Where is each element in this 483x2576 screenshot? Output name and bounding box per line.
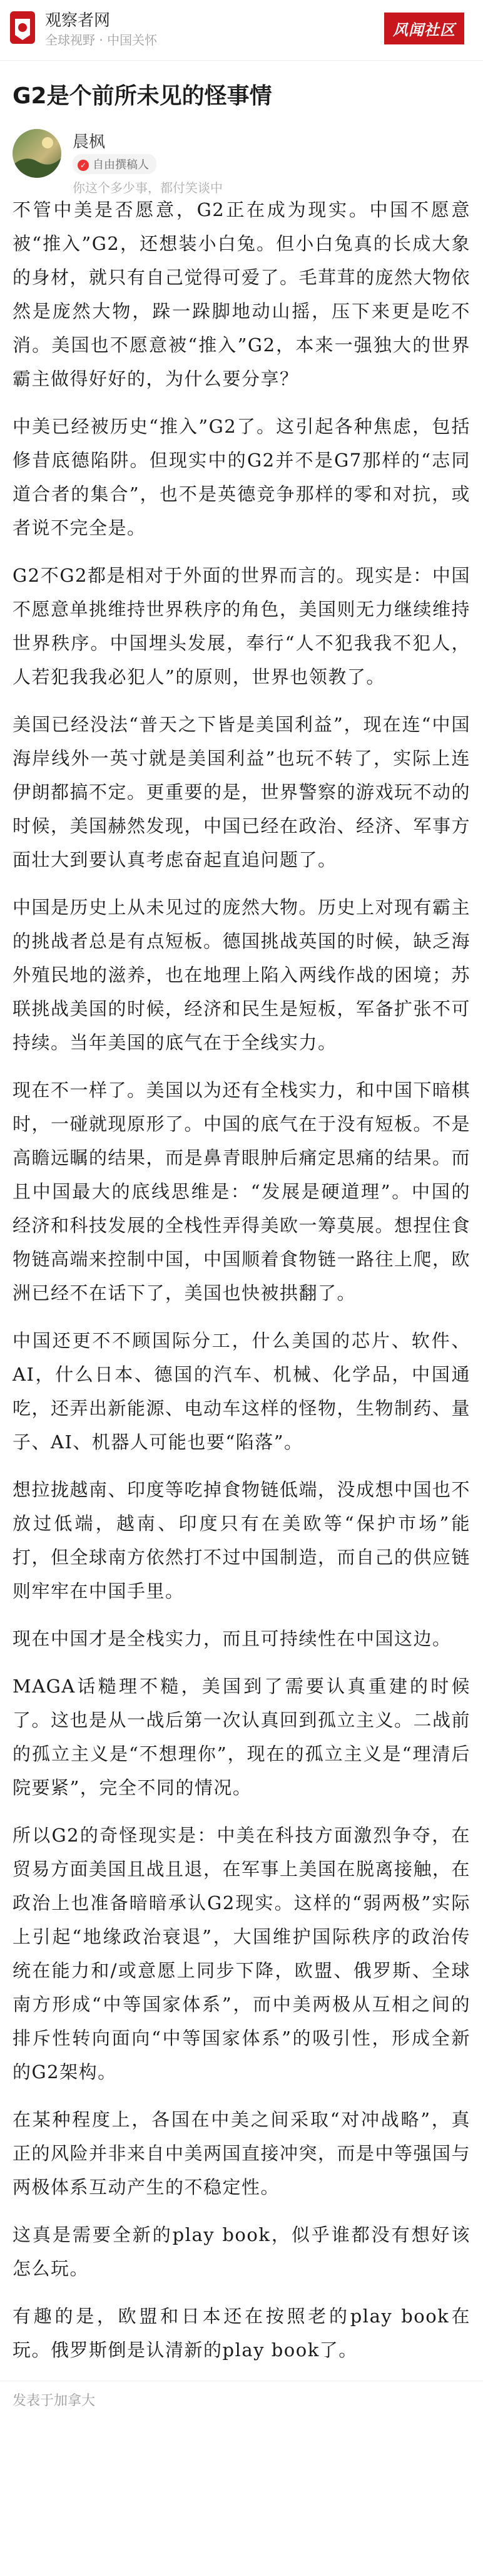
article-paragraph: 中国还更不不顾国际分工，什么美国的芯片、软件、AI，什么日本、德国的汽车、机械、化学品，中国通吃，还弄出新能源、电动车这样的怪物，生物制药、量子、AI、机器人可能也要“陷落”。 xyxy=(13,1329,471,1453)
article-paragraph: 这真是需要全新的play book，似乎谁都没有想好该怎么玩。 xyxy=(13,2223,470,2279)
brand-logo[interactable]: 风闻社区 xyxy=(384,13,464,44)
article-paragraph: 现在中国才是全栈实力，而且可持续性在中国这边。 xyxy=(13,1627,452,1649)
verified-icon: ✓ xyxy=(78,160,89,171)
author-avatar[interactable] xyxy=(13,129,61,178)
article-paragraph: 想拉拢越南、印度等吃掉食物链低端，没成想中国也不放过低端，越南、印度只有在美欧等“保护市场”能打，但全球南方依然打不过中国制造，而自己的供应链则牢牢在中国手里。 xyxy=(13,1478,471,1602)
avatar-landscape-icon xyxy=(13,129,61,178)
article-paragraph: MAGA话糙理不糙，美国到了需要认真重建的时候了。这也是从一战后第一次认真回到孤立主义。二战前的孤立主义是“不想理你”，现在的孤立主义是“理清后院要紧”，完全不同的情况。 xyxy=(13,1675,471,1798)
article-footer xyxy=(0,2381,483,2435)
article-paragraph: 现在不一样了。美国以为还有全栈实力，和中国下暗棋时，一碰就现原形了。中国的底气在于没有短板。不是高瞻远瞩的结果，而是鼻青眼肿后痛定思痛的结果。而且中国最大的底线思维是：“发展是硬道理”。中国的经济和科技发展的全栈性弄得美欧一筹莫展。想捏住食物链高端来控制中国，中国顺着食物链一路往上爬，欧洲已经不在话下了，美国也快被拱翻了。 xyxy=(13,1079,471,1304)
article-paragraph: 所以G2的奇怪现实是：中美在科技方面激烈争夺，在贸易方面美国且战且退，在军事上美国在脱离接触，在政治上也准备暗暗承认G2现实。这样的“弱两极”实际上引起“地缘政治衰退”，大国维护国际秩序的政治传统在能力和/或意愿上同步下降，欧盟、俄罗斯、全球南方形成“中等国家体系”，而中美两极从互相之间的排斥性转向面向“中等国家体系”的吸引性，形成全新的G2架构。 xyxy=(13,1824,471,2083)
author-bio: 你这个多少事，都付笑谈中 xyxy=(73,180,223,195)
article-body xyxy=(0,193,483,2367)
author-name[interactable]: 晨枫 xyxy=(73,132,106,152)
author-badge xyxy=(73,154,156,174)
article-paragraph: 美国已经没法“普天之下皆是美国利益”，现在连“中国海岸线外一英寸就是美国利益”也玩不转了，实际上连伊朗都搞不定。更重要的是，世界警察的游戏玩不动的时候，美国赫然发现，中国已经在政治、经济、军事方面壮大到要认真考虑奋起直追问题了。 xyxy=(13,713,471,870)
source-description: 全球视野 · 中国关怀 xyxy=(45,33,158,48)
author-badge-label: 自由撰稿人 xyxy=(93,158,149,172)
article-paragraph: 在某种程度上，各国在中美之间采取“对冲战略”，真正的风险并非来自中美两国直接冲突，而是中等强国与两极体系互动产生的不稳定性。 xyxy=(13,2108,471,2198)
guancha-logo-icon xyxy=(9,10,36,45)
source-name[interactable]: 观察者网 xyxy=(45,11,111,30)
article-paragraph: 不管中美是否愿意，G2正在成为现实。中国不愿意被“推入”G2，还想装小白兔。但小白兔真的长成大象的身材，就只有自己觉得可爱了。毛茸茸的庞然大物依然是庞然大物，跺一跺脚地动山摇，压下来更是吃不消。美国也不愿意被“推入”G2，本来一强独大的世界霸主做得好好的，为什么要分享？ xyxy=(13,198,471,389)
article-paragraph: 有趣的是，欧盟和日本还在按照老的play book在玩。俄罗斯倒是认清新的play book了。 xyxy=(13,2305,470,2361)
article-title: G2是个前所未见的怪事情 xyxy=(13,83,272,109)
source-header xyxy=(0,0,483,61)
article-paragraph: 中美已经被历史“推入”G2了。这引起各种焦虑，包括修昔底德陷阱。但现实中的G2并不是G7那样的“志同道合者的集合”，也不是英德竞争那样的零和对抗，或者说不完全是。 xyxy=(13,415,470,538)
article-paragraph: 中国是历史上从未见过的庞然大物。历史上对现有霸主的挑战者总是有点短板。德国挑战英国的时候，缺乏海外殖民地的滋养，也在地理上陷入两线作战的困境；苏联挑战美国的时候，经济和民生是短板，军备扩张不可持续。当年美国的底气在于全线实力。 xyxy=(13,896,471,1053)
article-paragraph: G2不G2都是相对于外面的世界而言的。现实是：中国不愿意单挑维持世界秩序的角色，美国则无力继续维持世界秩序。中国埋头发展，奉行“人不犯我我不犯人，人若犯我我必犯人”的原则，世界也领教了。 xyxy=(13,564,471,688)
publish-location: 发表于加拿大 xyxy=(13,2393,96,2409)
author-info xyxy=(0,123,483,193)
